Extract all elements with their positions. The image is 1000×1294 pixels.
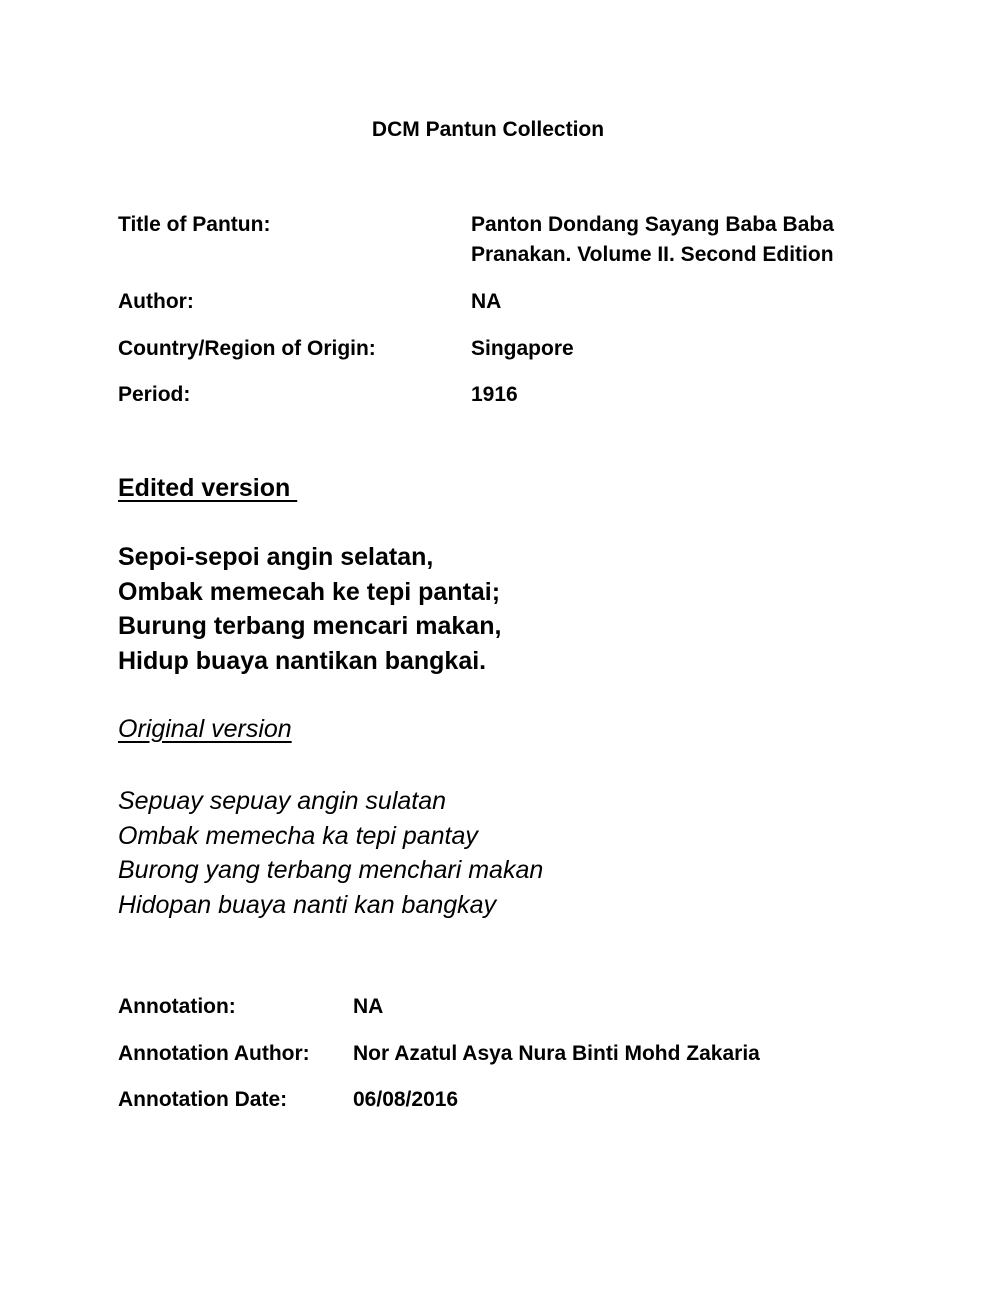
verse-line: Hidopan buaya nanti kan bangkay <box>118 890 497 919</box>
meta-value: Singapore <box>471 337 574 360</box>
meta-value: NA <box>471 290 502 313</box>
meta-label: Author: <box>118 290 194 313</box>
annotation-value: 06/08/2016 <box>353 1088 459 1111</box>
meta-label: Title of Pantun: <box>118 213 271 236</box>
annotation-value: NA <box>353 995 384 1018</box>
document-title: DCM Pantun Collection <box>371 118 605 141</box>
verse-line: Burong yang terbang menchari makan <box>118 856 544 884</box>
meta-value: Panton Dondang Sayang Baba Baba Pranakan. Volume II. Second Edition <box>471 213 834 266</box>
meta-label: Period: <box>118 383 191 406</box>
verse-line: Hidup buaya nantikan bangkai. <box>118 646 487 675</box>
verse-line: Ombak memecah ke tepi pantai; <box>118 577 501 606</box>
verse-line: Ombak memecha ka tepi pantay <box>118 821 478 850</box>
meta-label: Country/Region of Origin: <box>118 337 376 360</box>
edited-verse <box>118 540 501 678</box>
annotation-label: Annotation Date: <box>118 1088 288 1111</box>
verse-line: Sepoi-sepoi angin selatan, <box>118 543 434 571</box>
original-version-heading: Original version <box>118 715 292 743</box>
verse-line: Sepuay sepuay angin sulatan <box>118 787 447 815</box>
edited-version-heading: Edited version <box>118 474 298 502</box>
annotation-label: Annotation: <box>118 995 236 1018</box>
annotation-value: Nor Azatul Asya Nura Binti Mohd Zakaria <box>353 1042 760 1065</box>
original-verse <box>118 784 543 922</box>
meta-value: 1916 <box>471 383 518 406</box>
verse-line: Burung terbang mencari makan, <box>118 612 502 640</box>
annotation-label: Annotation Author: <box>118 1042 310 1065</box>
